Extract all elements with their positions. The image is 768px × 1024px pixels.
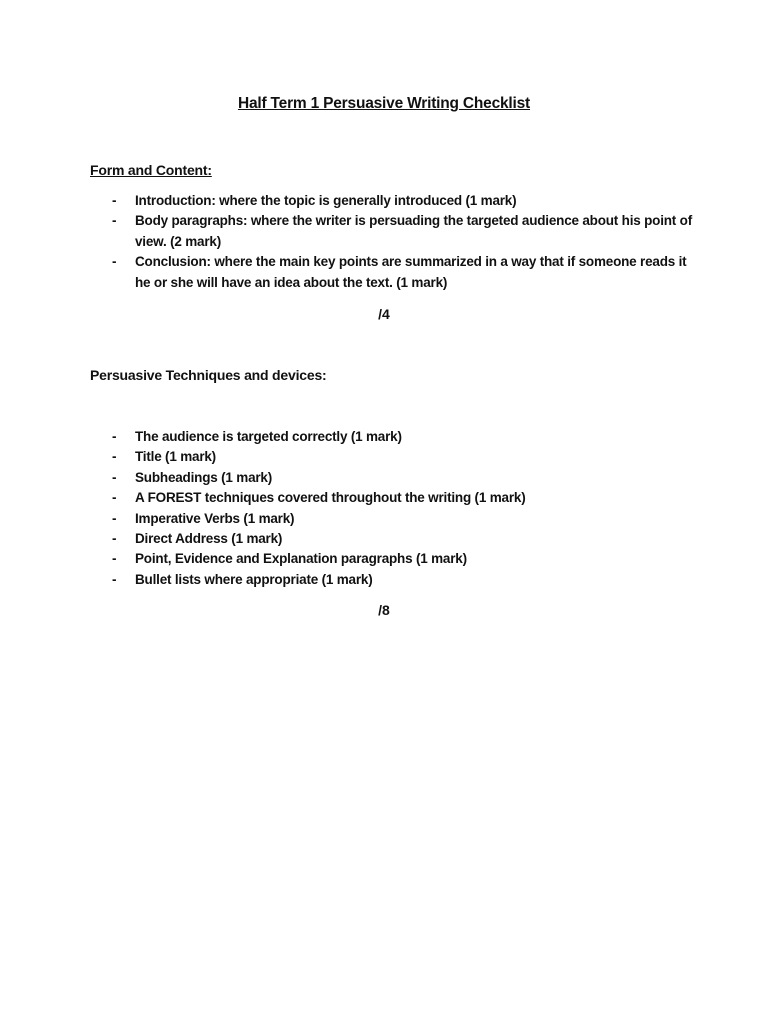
list-item bbox=[90, 191, 700, 211]
form-content-list bbox=[90, 191, 700, 293]
list-item-text: Imperative Verbs (1 mark) bbox=[135, 510, 295, 526]
section-heading-form-content: Form and Content: bbox=[90, 162, 212, 178]
bullet-dash: - bbox=[112, 429, 117, 444]
list-item bbox=[90, 427, 700, 447]
list-item-text: Bullet lists where appropriate (1 mark) bbox=[135, 571, 373, 587]
list-item bbox=[90, 211, 700, 252]
list-item-text: Introduction: where the topic is generally introduced (1 mark) bbox=[135, 193, 517, 208]
list-item bbox=[90, 549, 700, 569]
bullet-dash: - bbox=[112, 254, 117, 270]
bullet-dash: - bbox=[112, 490, 117, 506]
bullet-dash: - bbox=[112, 551, 117, 567]
bullet-dash: - bbox=[112, 510, 117, 526]
bullet-dash: - bbox=[112, 193, 117, 208]
bullet-dash: - bbox=[112, 571, 117, 587]
persuasive-techniques-list bbox=[90, 427, 700, 590]
list-item-text: A FOREST techniques covered throughout the writing (1 mark) bbox=[135, 490, 526, 506]
list-item-text: Point, Evidence and Explanation paragraphs (1 mark) bbox=[135, 551, 467, 567]
list-item bbox=[90, 529, 700, 549]
bullet-dash: - bbox=[112, 531, 117, 547]
page-title: Half Term 1 Persuasive Writing Checklist bbox=[237, 95, 531, 112]
list-item-text: The audience is targeted correctly (1 mark) bbox=[135, 429, 402, 444]
section-score-persuasive-techniques: /8 bbox=[378, 602, 390, 618]
bullet-dash: - bbox=[112, 213, 117, 229]
list-item bbox=[90, 509, 700, 529]
list-item-text: Direct Address (1 mark) bbox=[135, 531, 283, 547]
list-item-text: Title (1 mark) bbox=[135, 449, 216, 465]
bullet-dash: - bbox=[112, 449, 117, 465]
list-item bbox=[90, 447, 700, 467]
list-item bbox=[90, 570, 700, 590]
list-item bbox=[90, 252, 700, 293]
list-item bbox=[90, 468, 700, 488]
section-score-form-content: /4 bbox=[378, 306, 390, 322]
list-item-text: Body paragraphs: where the writer is persuading the targeted audience about his point of view. (2 mark) bbox=[135, 213, 692, 249]
list-item-text: Conclusion: where the main key points are summarized in a way that if someone reads it he or she will have an idea about the text. (1 mark) bbox=[135, 254, 687, 290]
list-item-text: Subheadings (1 mark) bbox=[135, 469, 273, 485]
section-heading-persuasive-techniques: Persuasive Techniques and devices: bbox=[90, 367, 327, 383]
list-item bbox=[90, 488, 700, 508]
bullet-dash: - bbox=[112, 469, 117, 485]
